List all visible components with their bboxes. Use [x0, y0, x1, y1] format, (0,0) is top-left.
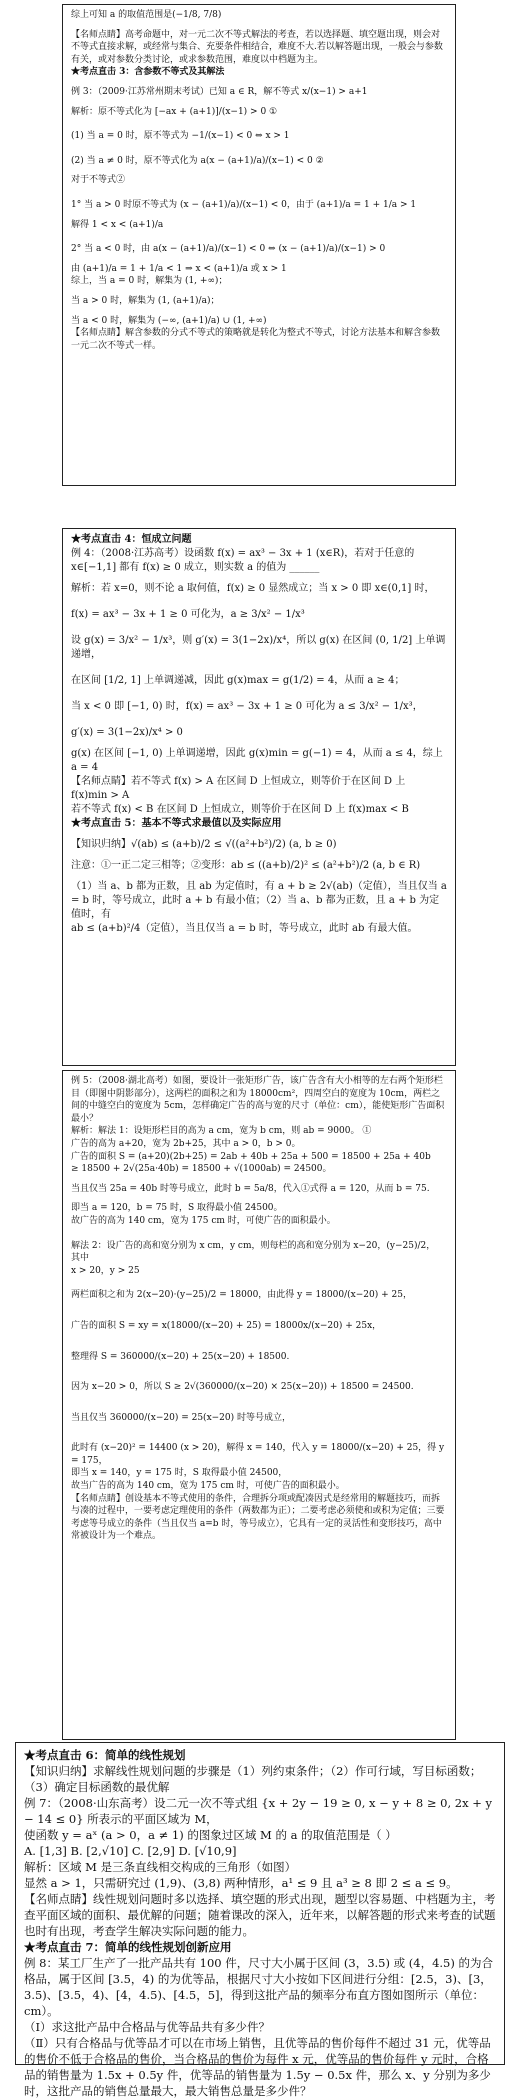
example-5-statement: 例 5：（2008·湖北高考）如图，要设计一张矩形广告，该广告含有大小相等的左右两个矩形栏目（即图中阴影部分），这两栏的面积之和为 18000cm²，四周空白的宽度为 10cm，两栏之间的中缝空白的宽度为 5cm，怎样确定广告的高与宽的尺寸（单位：cm），能使矩形广告面积最小？ — [71, 1076, 445, 1124]
method-2-line: 广告的面积 S = xy = x(18000/(x−20) + 25) = 18000x/(x−20) + 25x， — [71, 1320, 382, 1331]
method-2-line: 即当 x = 140，y = 175 时，S 取得最小值 24500， — [71, 1468, 288, 1479]
solution-line: 解析：区域 M 是三条直线相交构成的三角形（如图） — [24, 1860, 297, 1874]
solution-box-example-5 — [62, 1070, 456, 1740]
derivation-line: 当 x < 0 即 [−1, 0) 时，f(x) = ax³ − 3x + 1 ≥ 0 可化为 a ≤ 3/x² − 1/x³， — [71, 701, 423, 712]
example-4-statement: 例 4：（2008·江苏高考）设函数 f(x) = ax³ − 3x + 1 (x∈R)，若对于任意的 x∈[−1,1] 都有 f(x) ≥ 0 成立，则实数 a 的值为 ______ — [71, 548, 415, 573]
section-heading-3: ★考点直击 3：含参数不等式及其解法 — [71, 67, 225, 78]
summary-line-2: 当 a > 0 时，解集为 (1, (a+1)/a)； — [71, 295, 220, 306]
solution-line: 广告的高为 a+20，宽为 2b+25，其中 a > 0，b > 0。 — [71, 1138, 301, 1149]
rule-paragraph: （1）当 a、b 都为正数，且 ab 为定值时，有 a + b ≥ 2√(ab)（定值），当且仅当 a = b 时，等号成立，此时 a + b 有最小值；（2）当 a、b 都为正数，且 a + b 为定值时，有 — [71, 881, 447, 920]
method-2-line: 故当广告的高为 140 cm，宽为 175 cm 时，可使广告的面积最小。 — [71, 1481, 345, 1492]
section-heading-5: ★考点直击 5：基本不等式求最值以及实际应用 — [71, 818, 282, 829]
teacher-note: 【名师点睛】线性规划问题时多以选择、填空题的形式出现，题型以容易题、中档题为主，考查平面区域的面积、最优解的问题；随着课改的深入，近年来，以解答题的形式来考查的试题也时有出现，考查学生解决实际问题的能力。 — [24, 1892, 496, 1938]
summary-line-1: 综上，当 a = 0 时，解集为 (1, +∞)； — [71, 276, 228, 287]
case-1-line: (1) 当 a = 0 时，原不等式为 −1/(x−1) < 0 ⇔ x > 1 — [71, 131, 290, 142]
note-formula: f(x)min > A — [71, 790, 130, 801]
solution-line: 解析：原不等式化为 [−ax + (a+1)]/(x−1) > 0 ① — [71, 106, 278, 117]
caution-line: 注意：①一正二定三相等；②变形：ab ≤ ((a+b)/2)² ≤ (a²+b²)/2 (a, b ∈ R) — [71, 860, 421, 871]
solution-line: 解析：解法 1：设矩形栏目的高为 a cm，宽为 b cm，则 ab = 9000。 ① — [71, 1126, 372, 1137]
solution-line: ≥ 18500 + 2√(25a·40b) = 18500 + √(1000ab) = 24500。 — [71, 1164, 332, 1175]
rule-paragraph: ab ≤ (a+b)²/4（定值），当且仅当 a = b 时，等号成立，此时 ab 有最大值。 — [71, 923, 418, 934]
section-box-6-7 — [15, 1742, 505, 2098]
solution-line: 故广告的高为 140 cm，宽为 175 cm 时，可使广告的面积最小。 — [71, 1215, 336, 1226]
subcase-2-line: 2° 当 a < 0 时，由 a(x − (a+1)/a)/(x−1) < 0 ⇔ (x − (a+1)/a)/(x−1) > 0 — [71, 244, 386, 255]
subcase-1-line: 1° 当 a > 0 时原不等式为 (x − (a+1)/a)/(x−1) < 0，由于 (a+1)/a = 1 + 1/a > 1 — [71, 199, 417, 210]
section-heading-7: ★考点直击 7：简单的线性规划创新应用 — [24, 1940, 232, 1954]
derivation-line: 设 g(x) = 3/x² − 1/x³，则 g′(x) = 3(1−2x)/x⁴，所以 g(x) 在区间 (0, 1/2] 上单调递增， — [71, 635, 446, 660]
derivation-line: 在区间 [1/2, 1] 上单调递减，因此 g(x)max = g(1/2) = 4，从而 a ≥ 4； — [71, 675, 405, 686]
conclusion-line: 综上可知 a 的取值范围是(−1/8, 7/8) — [71, 10, 222, 20]
method-2-line: 此时有 (x−20)² = 14400 (x > 20)，解得 x = 140，代入 y = 18000/(x−20) + 25，得 y = 175， — [71, 1443, 445, 1466]
method-2-line: 解法 2：设广告的高和宽分别为 x cm，y cm，则每栏的高和宽分别为 x−20，(y−25)/2， — [71, 1240, 436, 1251]
section-heading-6: ★考点直击 6：简单的线性规划 — [24, 1748, 186, 1762]
derivation-line: g(x) 在区间 [−1, 0) 上单调递增，因此 g(x)min = g(−1) = 4，从而 a ≤ 4，综上 a = 4 — [71, 748, 443, 773]
solution-line: 即当 a = 120，b = 75 时，S 取得最小值 24500。 — [71, 1203, 283, 1214]
method-2-line: 其中 — [71, 1253, 90, 1264]
example-8-statement: 例 8：某工厂生产了一批产品共有 100 件，尺寸大小属于区间 (3，3.5) 或 (4，4.5) 的为合格品，属于区间 [3.5，4) 的为优等品，根据尺寸大小按如下区间进行分组：[2.5，3)、[3，3.5)、[3.5，4)、[4，4.5)、[4.5，5]，得到这批产品的频率分布直方图如图所示（单位：cm）。 — [24, 1956, 494, 2018]
section-box-4-5 — [62, 528, 456, 1066]
inequality-2-line: 对于不等式② — [71, 175, 126, 186]
teacher-note: 【名师点睛】创设基本不等式使用的条件，合理拆分项或配凑因式是经常用的解题技巧，而拆与凑的过程中，一要考虑定理使用的条件（两数都为正）；二要考虑必须使和或积为定值；三要考虑等号成立的条件（当且仅当 a=b 时，等号成立），它具有一定的灵活性和变形技巧，高中常被设计为一个难点。 — [71, 1493, 445, 1542]
method-2-line: 两栏面积之和为 2(x−20)·(y−25)/2 = 18000，由此得 y = 18000/(x−20) + 25， — [71, 1290, 412, 1301]
method-2-line: x > 20，y > 25 — [71, 1265, 140, 1276]
note-formula: 若不等式 f(x) < B 在区间 D 上恒成立，则等价于在区间 D 上 f(x)max < B — [71, 804, 409, 815]
teacher-note: 【名师点睛】解含参数的分式不等式的策略就是转化为整式不等式，讨论方法基本和解含参数一元二次不等式一样。 — [71, 328, 441, 351]
subcase-1-result: 解得 1 < x < (a+1)/a — [71, 219, 164, 230]
method-2-line: 因为 x−20 > 0，所以 S ≥ 2√(360000/(x−20) × 25(x−20)) + 18500 = 24500. — [71, 1382, 414, 1393]
knowledge-summary: （3）确定目标函数的最优解 — [24, 1780, 170, 1794]
teacher-note: 【名师点睛】若不等式 f(x) > A 在区间 D 上恒成立，则等价于在区间 D 上 — [71, 776, 406, 787]
derivation-line: g′(x) = 3(1−2x)/x⁴ > 0 — [71, 727, 183, 738]
teacher-note: 【名师点睛】高考命题中，对一元二次不等式解法的考查，若以选择题、填空题出现，则会对不等式直接求解，或经常与集合、充要条件相结合，难度不大.若以解答题出现，一般会与参数有关，或对参数分类讨论，或求参数范围，难度以中档题为主。 — [71, 29, 443, 65]
knowledge-summary: 【知识归纳】求解线性规划问题的步骤是（1）列约束条件；（2）作可行域，写目标函数； — [24, 1764, 482, 1778]
solution-line: 显然 a > 1，只需研究过 (1,9)、(3,8) 两种情形，a¹ ≤ 9 且 a³ ≥ 8 即 2 ≤ a ≤ 9。 — [24, 1876, 458, 1890]
derivation-line: f(x) = ax³ − 3x + 1 ≥ 0 可化为，a ≥ 3/x² − 1/x³ — [71, 609, 305, 620]
section-heading-4: ★考点直击 4：恒成立问题 — [71, 534, 192, 545]
summary-line-3: 当 a < 0 时，解集为 (−∞, (a+1)/a) ∪ (1, +∞) — [71, 315, 267, 326]
solution-line: 当且仅当 25a = 40b 时等号成立，此时 b = 5a/8，代入①式得 a = 120，从而 b = 75. — [71, 1183, 430, 1194]
question-1: （Ⅰ）求这批产品中合格品与优等品共有多少件？ — [24, 2020, 271, 2034]
knowledge-summary: 【知识归纳】√(ab) ≤ (a+b)/2 ≤ √((a²+b²)/2) (a, b ≥ 0) — [71, 839, 337, 850]
solution-line: 解析：若 x=0，则不论 a 取何值，f(x) ≥ 0 显然成立；当 x > 0 即 x∈(0,1] 时， — [71, 583, 435, 594]
subcase-2-result: 由 (a+1)/a = 1 + 1/a < 1 ⇒ x < (a+1)/a 或 x > 1 — [71, 263, 287, 274]
question-2: （Ⅱ）只有合格品与优等品才可以在市场上销售，且优等品的售价每件不超过 31 元，优等品的售价不低于合格品的售价，当合格品的售价为每件 x 元，优等品的售价每件 y 元时，合格品的销售量为 1.5x + 0.5y 件，优等品的销售量为 1.5y − 0.5x 件，那么 x、y 分别为多少时，这批产品的销售总量最大，最大销售总量是多少件？ — [24, 2036, 491, 2098]
solution-box-example-3 — [62, 4, 456, 486]
example-3-statement: 例 3：（2009·江苏常州期末考试）已知 a ∈ R，解不等式 x/(x−1) > a+1 — [71, 86, 368, 97]
answer-options: A. [1,3] B. [2,√10] C. [2,9] D. [√10,9] — [24, 1844, 237, 1858]
solution-line: 广告的面积 S = (a+20)(2b+25) = 2ab + 40b + 25a + 500 = 18500 + 25a + 40b — [71, 1151, 431, 1162]
example-7-statement: 例 7：（2008·山东高考）设二元一次不等式组 {x + 2y − 19 ≥ 0, x − y + 8 ≥ 0, 2x + y − 14 ≤ 0} 所表示的平面区域为 M， — [24, 1796, 493, 1826]
method-2-line: 整理得 S = 360000/(x−20) + 25(x−20) + 18500. — [71, 1351, 290, 1362]
example-7-question: 使函数 y = aˣ (a > 0，a ≠ 1) 的图象过区域 M 的 a 的取值范围是（ ） — [24, 1828, 397, 1842]
case-2-line: (2) 当 a ≠ 0 时，原不等式化为 a(x − (a+1)/a)/(x−1) < 0 ② — [71, 155, 324, 166]
method-2-line: 当且仅当 360000/(x−20) = 25(x−20) 时等号成立， — [71, 1412, 292, 1423]
